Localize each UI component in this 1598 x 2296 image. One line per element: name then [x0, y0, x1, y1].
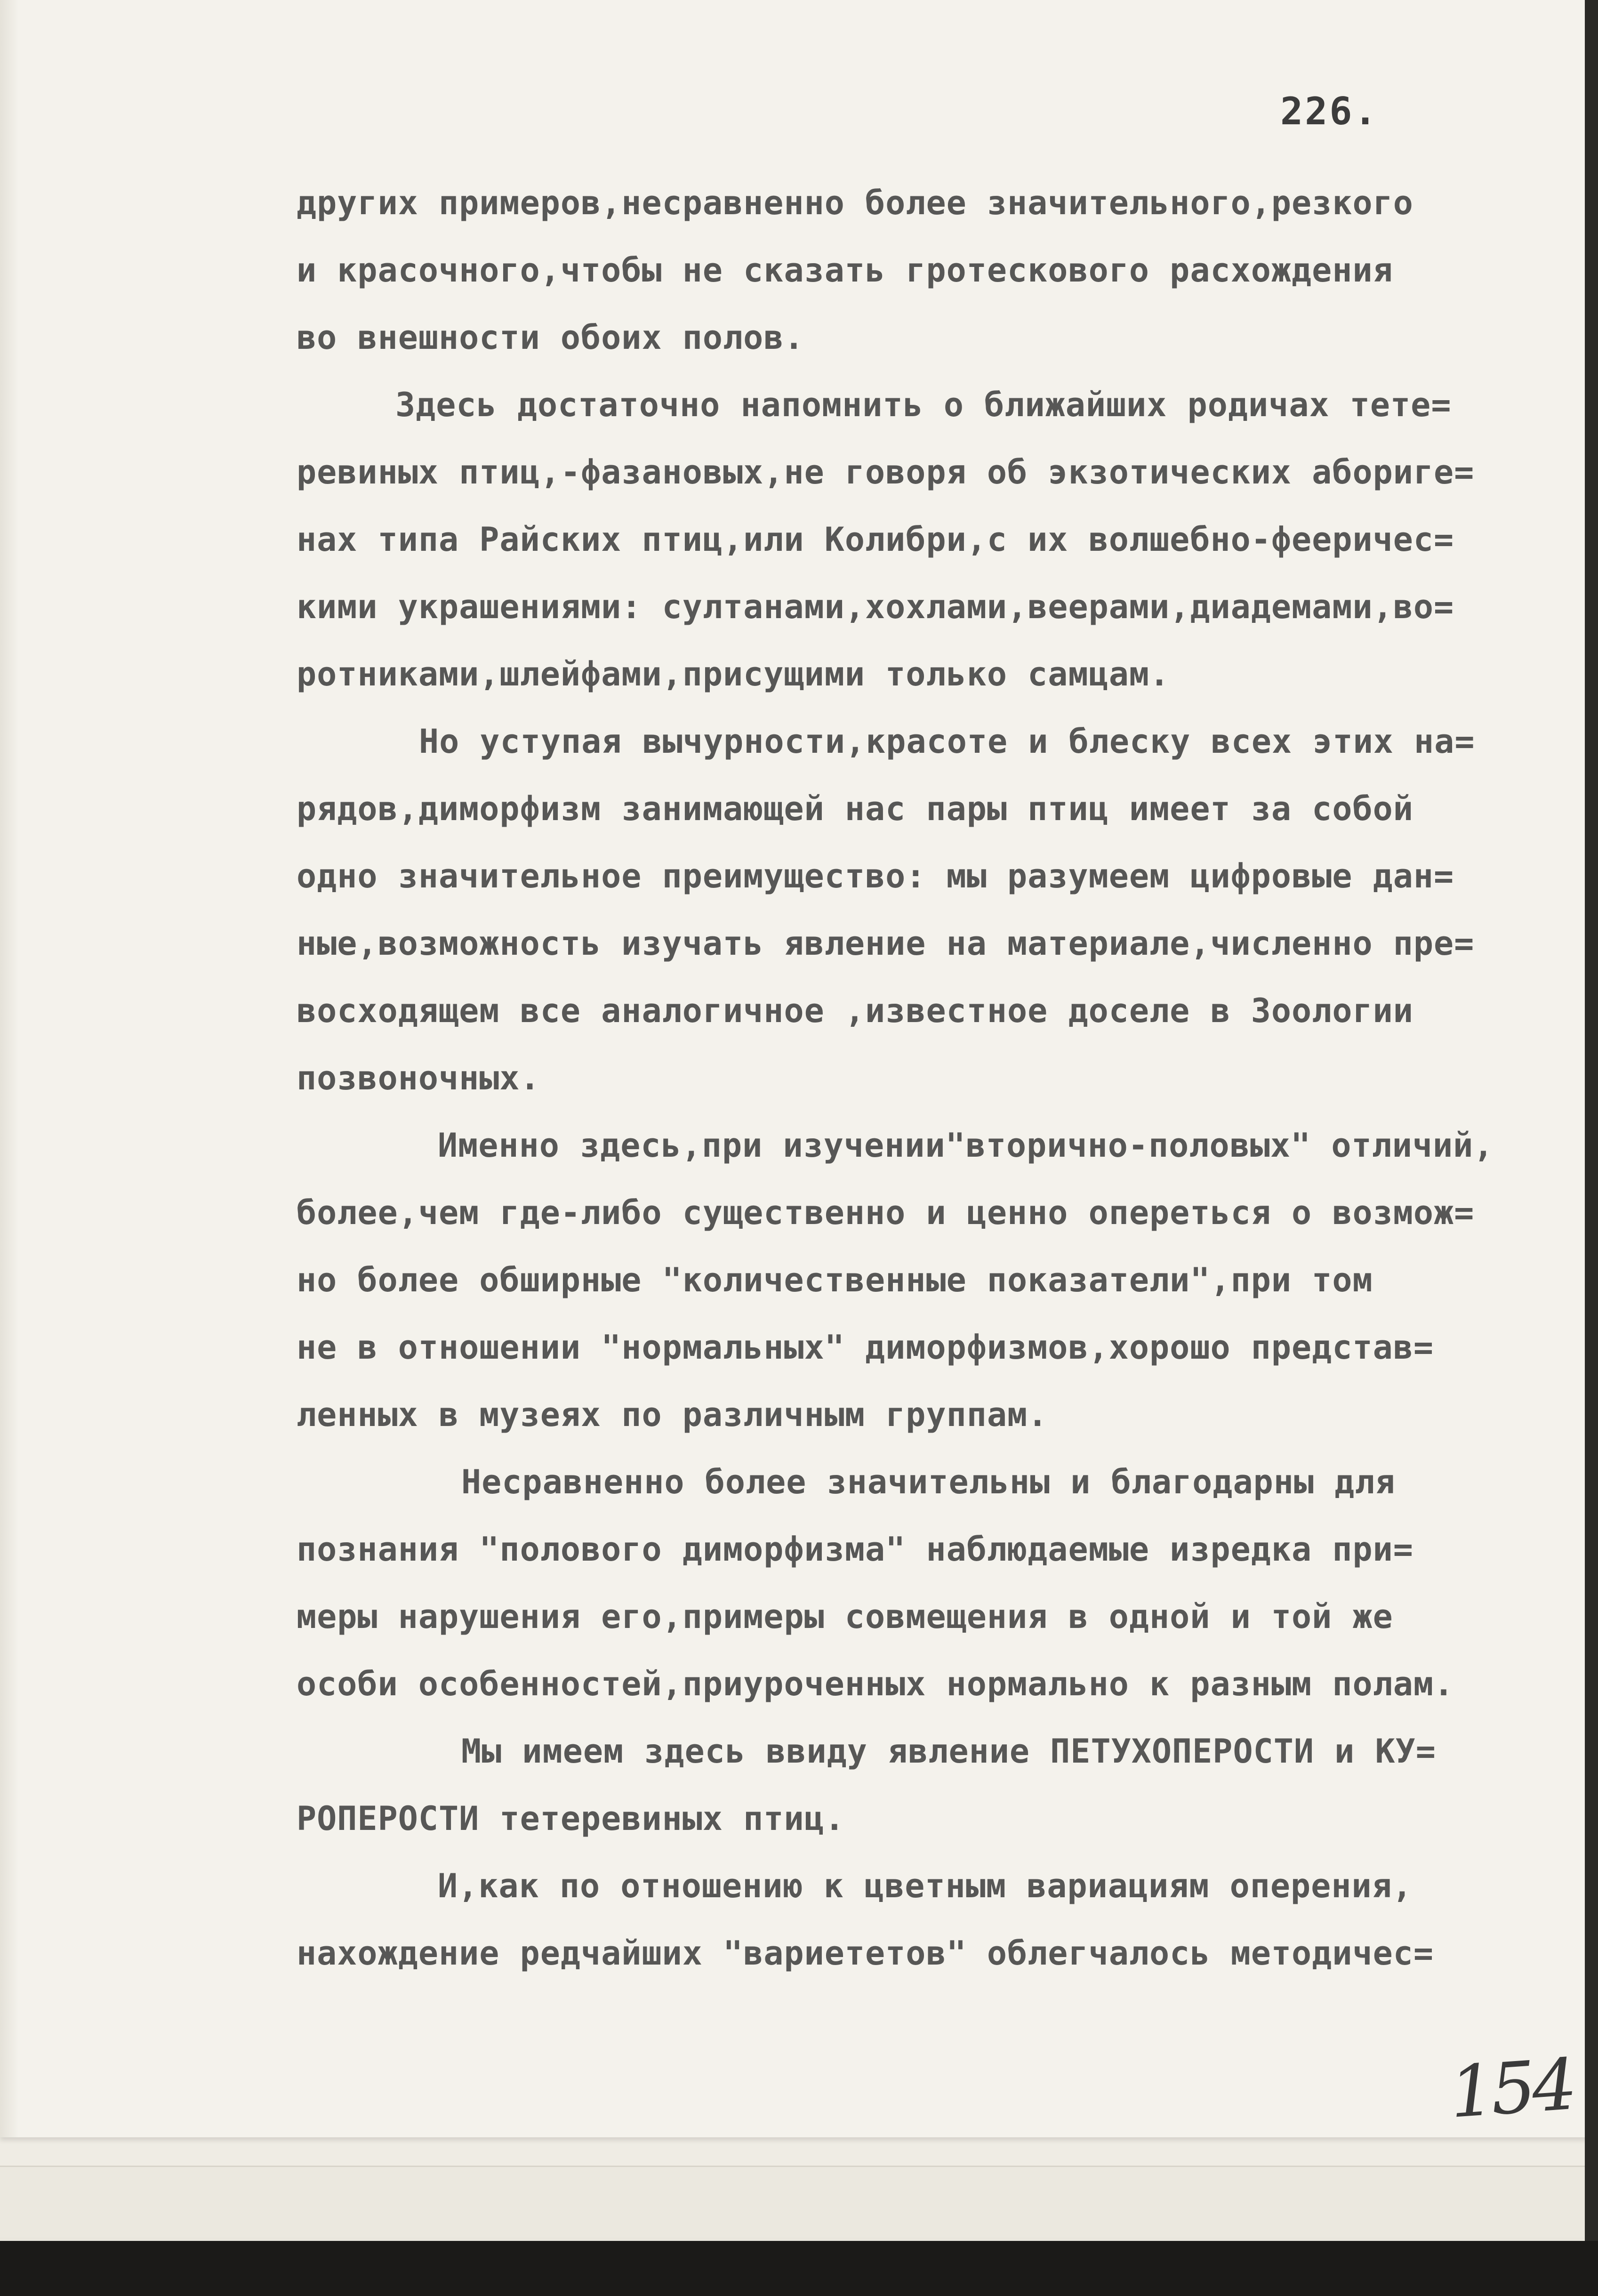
text-line: ные,возможность изучать явление на материале,численно пре= — [297, 924, 1475, 963]
text-line: не в отношении "нормальных" диморфизмов,хорошо представ= — [297, 1328, 1434, 1367]
text-line: меры нарушения его,примеры совмещения в одной и той же — [297, 1597, 1393, 1636]
text-line: Несравненно более значительны и благодарны для — [461, 1463, 1396, 1501]
text-line: более,чем где-либо существенно и ценно опереться о возмож= — [297, 1193, 1475, 1232]
text-line: нах типа Райских птиц,или Колибри,с их волшебно-фееричес= — [297, 520, 1454, 559]
text-line: познания "полового диморфизма" наблюдаемые изредка при= — [297, 1530, 1413, 1569]
text-line: ротниками,шлейфами,присущими только самцам. — [297, 655, 1170, 693]
text-line: нахождение редчайших "вариететов" облегчалось методичес= — [297, 1934, 1434, 1973]
text-line: ревиных птиц,-фазановых,не говоря об экзотических абориге= — [297, 453, 1475, 491]
page-fold-shadow — [0, 0, 19, 2137]
text-line: рядов,диморфизм занимающей нас пары птиц имеет за собой — [297, 790, 1413, 828]
text-line: но более обширные "количественные показатели",при том — [297, 1261, 1373, 1299]
text-line: Но уступая вычурности,красоте и блеску всех этих на= — [419, 722, 1475, 761]
text-line: кими украшениями: султанами,хохлами,веерами,диадемами,во= — [297, 588, 1454, 626]
text-line: И,как по отношению к цветным вариациям оперения, — [438, 1867, 1413, 1905]
text-line: Мы имеем здесь ввиду явление ПЕТУХОПЕРОСТИ и КУ= — [461, 1732, 1436, 1771]
text-line: Здесь достаточно напомнить о ближайших родичах тете= — [395, 386, 1452, 424]
lower-sheet-edge — [0, 2166, 1598, 2238]
text-line: ленных в музеях по различным группам. — [297, 1395, 1048, 1434]
page-number: 226. — [1280, 89, 1379, 133]
text-line: и красочного,чтобы не сказать гротескового расхождения — [297, 251, 1393, 290]
text-line: позвоночных. — [297, 1059, 540, 1097]
text-line: во внешности обоих полов. — [297, 318, 804, 357]
scanner-background — [0, 2241, 1598, 2296]
archive-folio-number: 154 — [1447, 2044, 1576, 2134]
scanner-edge — [1585, 0, 1598, 2241]
text-line: особи особенностей,приуроченных нормально к разным полам. — [297, 1665, 1454, 1703]
text-line: РОПЕРОСТИ тетеревиных птиц. — [297, 1799, 845, 1838]
text-line: других примеров,несравненно более значительного,резкого — [297, 184, 1413, 222]
typed-body-text — [297, 169, 1502, 1987]
text-line: Именно здесь,при изучении"вторично-половых" отличий, — [438, 1126, 1494, 1165]
text-line: восходящем все аналогичное ,известное доселе в Зоологии — [297, 991, 1413, 1030]
text-line: одно значительное преимущество: мы разумеем цифровые дан= — [297, 857, 1454, 895]
